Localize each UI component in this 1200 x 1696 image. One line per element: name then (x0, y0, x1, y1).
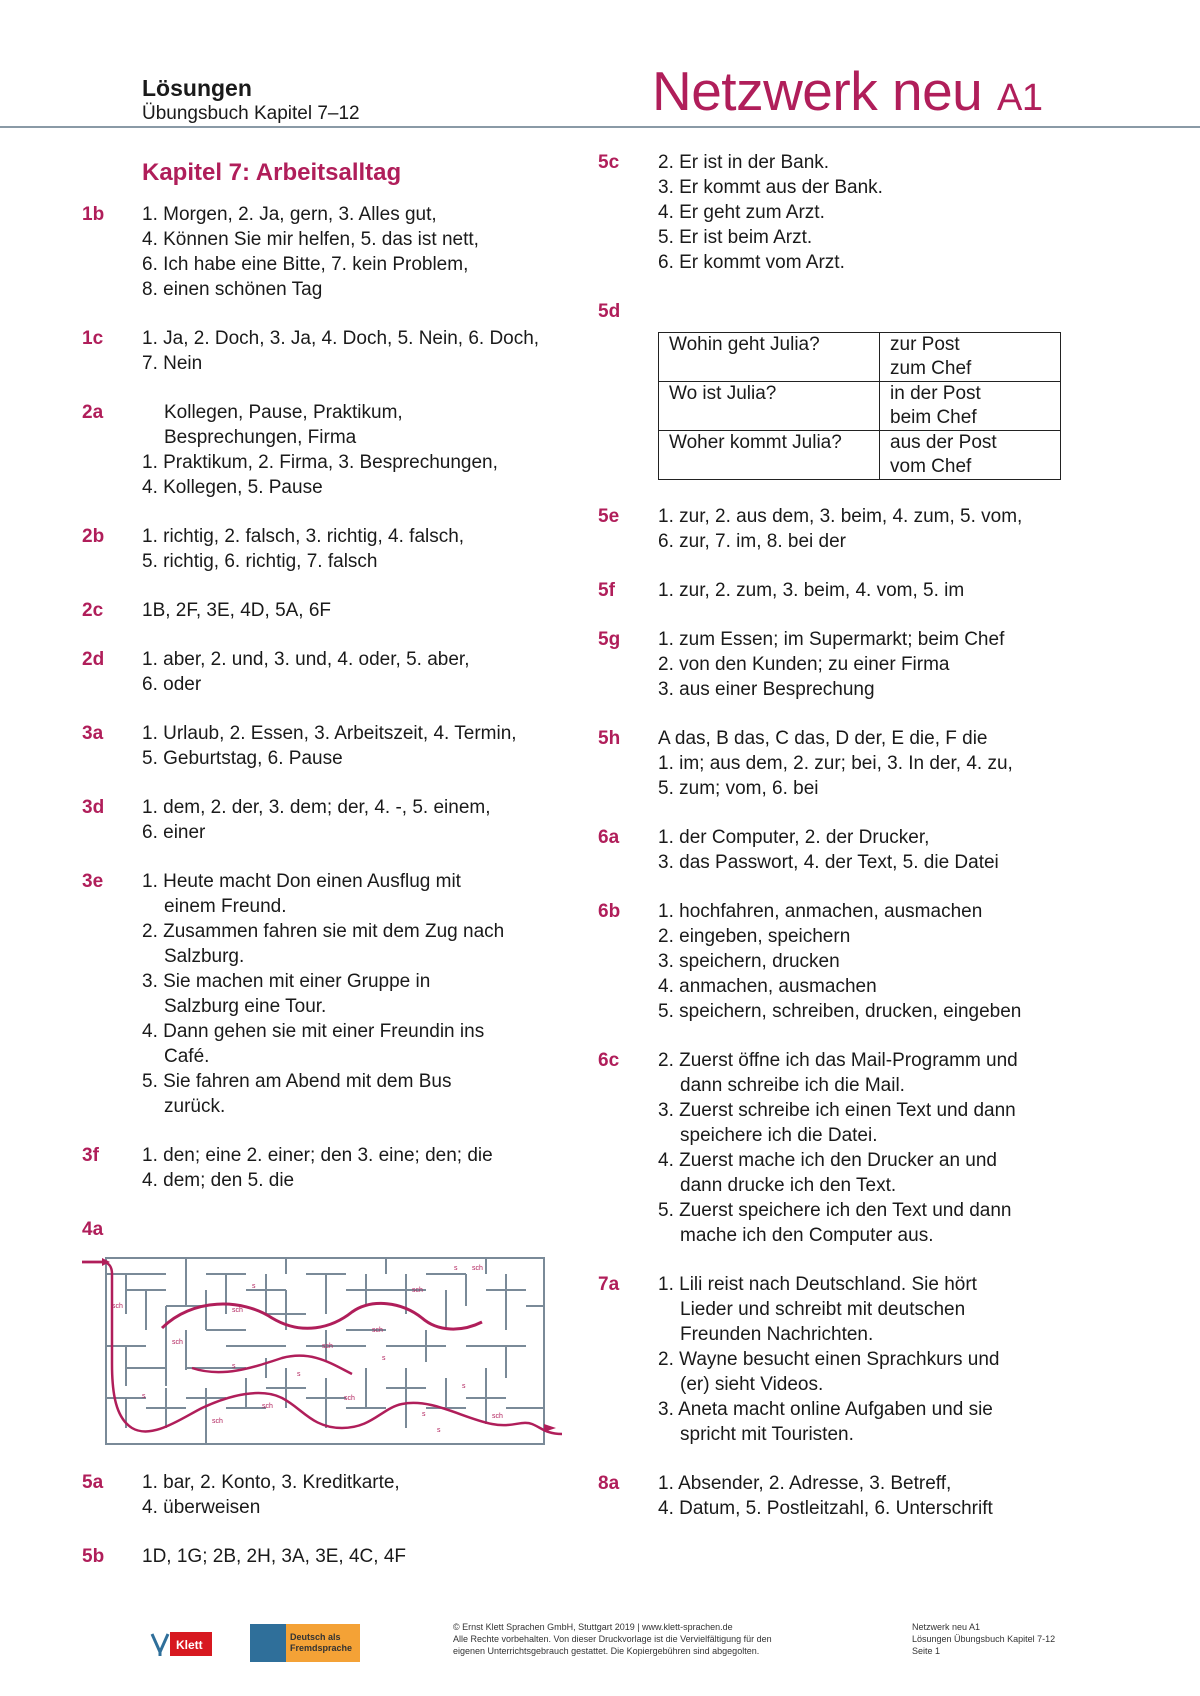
exercise-label: 2d (82, 649, 105, 670)
svg-text:sch: sch (322, 1343, 333, 1350)
question-cell: Woher kommt Julia? (659, 431, 880, 480)
exercise-label: 3f (82, 1145, 99, 1166)
answer-line: dann drucke ich den Text. (680, 1175, 897, 1196)
answer-line: Lieder und schreibt mit deutschen (680, 1299, 966, 1320)
answer-chef: zum Chef (890, 358, 972, 379)
answer-line: 1. bar, 2. Konto, 3. Kreditkarte, (142, 1472, 400, 1493)
copyright-notice (453, 1621, 833, 1657)
exercise-label: 4a (82, 1219, 104, 1240)
answer-line: 7. Nein (142, 353, 203, 374)
exercise-5d (598, 299, 1098, 324)
svg-text:sch: sch (372, 1327, 383, 1334)
svg-text:sch: sch (472, 1265, 483, 1272)
exercise-5a (82, 1470, 562, 1520)
table-5d-wrapper (658, 332, 1098, 480)
doc-subtitle: Übungsbuch Kapitel 7–12 (142, 103, 360, 124)
answer-line: 5. Er ist beim Arzt. (658, 227, 813, 248)
exercise-answers (142, 202, 479, 302)
exercise-answers (142, 1470, 400, 1520)
answer-line: 1. Praktikum, 2. Firma, 3. Besprechungen, (142, 452, 498, 473)
answer-line: 1. dem, 2. der, 3. dem; der, 4. -, 5. einem, (142, 797, 491, 818)
left-column (82, 150, 562, 1593)
exercise-label: 3a (82, 723, 104, 744)
exercise-answers (658, 899, 1021, 1024)
answer-line: 4. Dann gehen sie mit einer Freundin ins (142, 1021, 485, 1042)
brand-name: Netzwerk neu (652, 60, 983, 122)
brand-logo (652, 58, 1043, 131)
exercise-answers (142, 400, 498, 500)
answer-line: 1. hochfahren, anmachen, ausmachen (658, 901, 983, 922)
exercise-answers (142, 1544, 406, 1569)
answer-line: 3. Zuerst schreibe ich einen Text und dann (658, 1100, 1016, 1121)
exercise-answers (658, 1048, 1018, 1248)
answer-line: 1. Urlaub, 2. Essen, 3. Arbeitszeit, 4. Termin, (142, 723, 517, 744)
svg-text:s: s (252, 1283, 256, 1290)
table-row (659, 333, 1061, 382)
exercise-1c (82, 326, 562, 376)
exercise-answers (658, 1471, 993, 1521)
answer-line: 6. Er kommt vom Arzt. (658, 252, 845, 273)
table-row (659, 382, 1061, 431)
klett-logo-text: Klett (176, 1638, 203, 1652)
page-info-book: Netzwerk neu A1 (912, 1622, 981, 1632)
answer-chef: beim Chef (890, 407, 977, 428)
exercise-3a (82, 721, 562, 771)
svg-text:sch: sch (232, 1307, 243, 1314)
answer-line: 5. speichern, schreiben, drucken, eingeben (658, 1001, 1022, 1022)
daf-logo-text (290, 1632, 352, 1654)
exercise-7a (598, 1272, 1098, 1447)
answer-line: 8. einen schönen Tag (142, 279, 323, 300)
right-column (598, 150, 1098, 1545)
exercise-answers (142, 869, 504, 1119)
answer-line: mache ich den Computer aus. (680, 1225, 934, 1246)
exercise-answers (658, 825, 999, 875)
answer-line: Besprechungen, Firma (164, 427, 357, 448)
exercise-label: 3d (82, 797, 105, 818)
exercise-5f (598, 578, 1098, 603)
exercise-answers (142, 721, 517, 771)
exercise-answers (658, 1272, 1000, 1447)
exercise-4a (82, 1217, 562, 1242)
svg-text:s: s (437, 1427, 441, 1434)
left-exercise-list (82, 202, 562, 1193)
answer-line: A das, B das, C das, D der, E die, F die (658, 728, 988, 749)
answer-line: 5. Geburtstag, 6. Pause (142, 748, 343, 769)
answer-post: in der Post (890, 383, 981, 404)
brand-level: A1 (997, 77, 1043, 119)
answer-line: 2. eingeben, speichern (658, 926, 851, 947)
svg-text:s: s (297, 1371, 301, 1378)
answer-line: 4. anmachen, ausmachen (658, 976, 877, 997)
exercise-label: 3e (82, 871, 104, 892)
answer-line: 3. Aneta macht online Aufgaben und sie (658, 1399, 993, 1420)
answer-line: 4. Datum, 5. Postleitzahl, 6. Unterschrift (658, 1498, 993, 1519)
answer-line: 1D, 1G; 2B, 2H, 3A, 3E, 4C, 4F (142, 1546, 407, 1567)
answer-line: zurück. (164, 1096, 226, 1117)
exercise-2a (82, 400, 562, 500)
answer-line: 4. überweisen (142, 1497, 261, 1518)
exercise-answers (142, 795, 491, 845)
exercise-5b (82, 1544, 562, 1569)
answer-line: 2. Er ist in der Bank. (658, 152, 830, 173)
exercise-6b (598, 899, 1098, 1024)
exercise-6a (598, 825, 1098, 875)
exercise-2b (82, 524, 562, 574)
maze-image (82, 1248, 562, 1448)
answer-line: 3. Sie machen mit einer Gruppe in (142, 971, 431, 992)
answer-line: 2. von den Kunden; zu einer Firma (658, 654, 950, 675)
answer-line: 2. Zusammen fahren sie mit dem Zug nach (142, 921, 505, 942)
svg-text:sch: sch (344, 1395, 355, 1402)
exercise-label: 5a (82, 1472, 104, 1493)
answer-line: 5. richtig, 6. richtig, 7. falsch (142, 551, 378, 572)
copyright-line-2: Alle Rechte vorbehalten. Von dieser Druckvorlage ist die Vervielfältigung für den (453, 1634, 772, 1644)
page-info-section: Lösungen Übungsbuch Kapitel 7-12 (912, 1634, 1056, 1644)
answer-chef: vom Chef (890, 456, 972, 477)
answer-post: aus der Post (890, 432, 997, 453)
exercise-2c (82, 598, 562, 623)
exercise-answers (142, 326, 539, 376)
page-info (912, 1621, 1055, 1657)
exercise-label: 2b (82, 526, 105, 547)
answer-line: 1. Heute macht Don einen Ausflug mit (142, 871, 461, 892)
answer-line: einem Freund. (164, 896, 287, 917)
exercise-label: 1b (82, 204, 105, 225)
exercise-label: 6a (598, 827, 620, 848)
page-number: Seite 1 (912, 1646, 941, 1656)
answer-line: 3. Er kommt aus der Bank. (658, 177, 883, 198)
exercise-label: 5d (598, 301, 621, 322)
exercise-answers (142, 524, 464, 574)
answer-line: 1. Lili reist nach Deutschland. Sie hört (658, 1274, 977, 1295)
exercise-label: 7a (598, 1274, 620, 1295)
question-cell: Wo ist Julia? (659, 382, 880, 431)
answer-line: 3. aus einer Besprechung (658, 679, 875, 700)
exercise-label: 5e (598, 506, 620, 527)
answer-line: 1. den; eine 2. einer; den 3. eine; den; die (142, 1145, 493, 1166)
exercise-5h (598, 726, 1098, 801)
exercise-label: 8a (598, 1473, 620, 1494)
answer-line: 6. Ich habe eine Bitte, 7. kein Problem, (142, 254, 469, 275)
klett-logo (146, 1626, 214, 1660)
exercise-6c (598, 1048, 1098, 1248)
question-cell: Wohin geht Julia? (659, 333, 880, 382)
exercise-label: 1c (82, 328, 104, 349)
exercise-answers (658, 578, 964, 603)
copyright-line-1: © Ernst Klett Sprachen GmbH, Stuttgart 2019 | www.klett-sprachen.de (453, 1622, 733, 1632)
exercise-label: 6b (598, 901, 621, 922)
exercise-label: 2c (82, 600, 104, 621)
answer-line: 1. aber, 2. und, 3. und, 4. oder, 5. aber, (142, 649, 470, 670)
answer-line: 2. Zuerst öffne ich das Mail-Programm und (658, 1050, 1018, 1071)
exercise-answers (142, 647, 469, 697)
answer-line: 6. zur, 7. im, 8. bei der (658, 531, 846, 552)
table-row (659, 431, 1061, 480)
answer-line: 2. Wayne besucht einen Sprachkurs und (658, 1349, 1000, 1370)
answer-line: dann schreibe ich die Mail. (680, 1075, 905, 1096)
exercise-answers (658, 504, 1022, 554)
exercise-answers (658, 627, 1004, 702)
answer-line: 1. Absender, 2. Adresse, 3. Betreff, (658, 1473, 952, 1494)
exercise-3f (82, 1143, 562, 1193)
answer-line: 1. zur, 2. aus dem, 3. beim, 4. zum, 5. vom, (658, 506, 1023, 527)
left-exercise-list-2 (82, 1470, 562, 1569)
svg-text:sch: sch (412, 1287, 423, 1294)
svg-text:s: s (142, 1393, 146, 1400)
answer-line: spricht mit Touristen. (680, 1424, 854, 1445)
exercise-8a (598, 1471, 1098, 1521)
exercise-label: 5f (598, 580, 615, 601)
header-left (142, 74, 360, 126)
exercise-answers (658, 726, 1013, 801)
exercise-5g (598, 627, 1098, 702)
answer-line: Kollegen, Pause, Praktikum, (164, 402, 403, 423)
exercise-5c (598, 150, 1098, 275)
svg-text:sch: sch (492, 1413, 503, 1420)
answer-line: speichere ich die Datei. (680, 1125, 878, 1146)
exercise-label: 5c (598, 152, 620, 173)
answer-line: 3. speichern, drucken (658, 951, 840, 972)
exercise-answers (658, 150, 883, 275)
answer-line: 6. einer (142, 822, 206, 843)
exercise-label: 5b (82, 1546, 105, 1567)
exercise-label: 5h (598, 728, 621, 749)
answer-line: 6. oder (142, 674, 202, 695)
answer-line: 1. richtig, 2. falsch, 3. richtig, 4. falsch, (142, 526, 465, 547)
answer-line: 4. dem; den 5. die (142, 1170, 295, 1191)
svg-text:s: s (422, 1411, 426, 1418)
daf-line-2: Fremdsprache (290, 1643, 353, 1653)
right-exercise-list (598, 504, 1098, 1521)
doc-title: Lösungen (142, 75, 252, 101)
exercise-1b (82, 202, 562, 302)
answer-line: 4. Zuerst mache ich den Drucker an und (658, 1150, 998, 1171)
answer-line: 1. zum Essen; im Supermarkt; beim Chef (658, 629, 1005, 650)
svg-text:sch: sch (172, 1339, 183, 1346)
answer-line: 5. Sie fahren am Abend mit dem Bus (142, 1071, 452, 1092)
answer-line: 1. Ja, 2. Doch, 3. Ja, 4. Doch, 5. Nein, 6. Doch, (142, 328, 540, 349)
answer-line: Café. (164, 1046, 210, 1067)
answer-line: 3. das Passwort, 4. der Text, 5. die Datei (658, 852, 999, 873)
exercise-answers (142, 598, 331, 623)
answer-line: 1B, 2F, 3E, 4D, 5A, 6F (142, 600, 332, 621)
daf-line-1: Deutsch als (290, 1632, 341, 1642)
daf-logo-icon (250, 1624, 286, 1662)
svg-text:sch: sch (212, 1418, 223, 1425)
exercise-label: 6c (598, 1050, 620, 1071)
answer-line: 4. Er geht zum Arzt. (658, 202, 825, 223)
answer-cell (880, 431, 1061, 480)
answer-line: 1. Morgen, 2. Ja, gern, 3. Alles gut, (142, 204, 437, 225)
exercise-label: 5g (598, 629, 621, 650)
answer-cell (880, 382, 1061, 431)
svg-text:s: s (382, 1355, 386, 1362)
exercise-label: 2a (82, 402, 104, 423)
exercise-3d (82, 795, 562, 845)
maze-end-arrowhead (544, 1424, 556, 1432)
header-divider (0, 126, 1200, 128)
svg-text:s: s (462, 1383, 466, 1390)
chapter-title: Kapitel 7: Arbeitsalltag (142, 159, 402, 186)
answer-line: 1. zur, 2. zum, 3. beim, 4. vom, 5. im (658, 580, 965, 601)
answer-cell (880, 333, 1061, 382)
answer-line: 4. Können Sie mir helfen, 5. das ist nett, (142, 229, 479, 250)
svg-text:sch: sch (262, 1403, 273, 1410)
klett-logo-mark (152, 1634, 168, 1656)
maze-walls (106, 1258, 544, 1444)
answer-line: Salzburg. (164, 946, 245, 967)
exercise-answers (142, 1143, 493, 1193)
answer-line: Freunden Nachrichten. (680, 1324, 874, 1345)
exercise-2d (82, 647, 562, 697)
answer-line: 1. im; aus dem, 2. zur; bei, 3. In der, 4. zu, (658, 753, 1013, 774)
answer-line: (er) sieht Videos. (680, 1374, 824, 1395)
answer-line: 5. zum; vom, 6. bei (658, 778, 819, 799)
answer-line: Salzburg eine Tour. (164, 996, 327, 1017)
answer-post: zur Post (890, 334, 960, 355)
svg-text:sch: sch (112, 1303, 123, 1310)
copyright-line-3: eigenen Unterrichtsgebrauch gestattet. Die Kopiergebühren sind abgegolten. (453, 1646, 760, 1656)
answer-line: 4. Kollegen, 5. Pause (142, 477, 323, 498)
answer-line: 1. der Computer, 2. der Drucker, (658, 827, 930, 848)
exercise-3e (82, 869, 562, 1119)
answer-line: 5. Zuerst speichere ich den Text und dann (658, 1200, 1012, 1221)
svg-text:s: s (454, 1265, 458, 1272)
exercise-5e (598, 504, 1098, 554)
svg-text:s: s (232, 1363, 236, 1370)
table-5d (658, 332, 1061, 480)
